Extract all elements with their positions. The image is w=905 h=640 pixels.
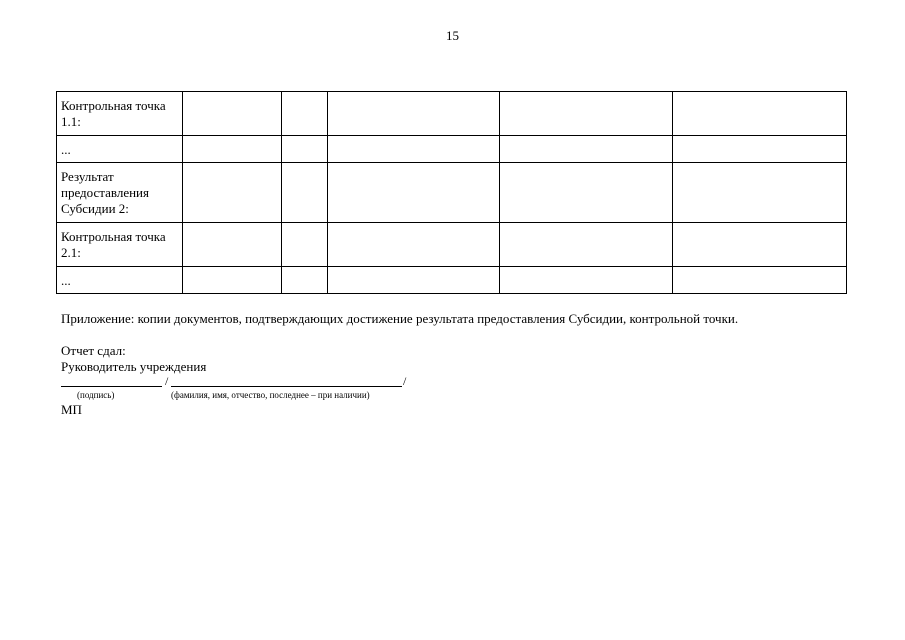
table-cell [183, 223, 282, 267]
attachment-note: Приложение: копии документов, подтверждающих достижение результата предоставления Субсидии, контрольной точки. [61, 311, 739, 326]
table-cell [328, 223, 500, 267]
table-cell [183, 92, 282, 136]
row-label-cell [57, 136, 183, 163]
table-cell [328, 136, 500, 163]
table-cell [500, 92, 673, 136]
table-cell [282, 267, 328, 294]
report-submitted-label: Отчет сдал: [61, 343, 126, 358]
table-cell [500, 267, 673, 294]
table-cell [328, 92, 500, 136]
row-label: Контрольная точка 1.1: [61, 98, 166, 129]
table-cell [282, 92, 328, 136]
separator-slash: / [165, 374, 169, 388]
table-cell [673, 223, 847, 267]
table-cell [500, 136, 673, 163]
row-label: Результат предоставления Субсидии 2: [61, 169, 149, 216]
table-cell [500, 163, 673, 223]
row-label-cell [57, 267, 183, 294]
separator-slash: / [403, 374, 407, 388]
table-cell [282, 136, 328, 163]
table-cell [183, 136, 282, 163]
row-label: ... [61, 142, 71, 157]
table-row [57, 267, 847, 294]
row-label-cell [57, 92, 183, 136]
row-label: ... [61, 273, 71, 288]
table-cell [183, 163, 282, 223]
row-label-cell [57, 223, 183, 267]
table-row [57, 223, 847, 267]
signature-caption: (подпись) [77, 390, 115, 400]
table-row [57, 163, 847, 223]
table-cell [282, 223, 328, 267]
report-table [56, 91, 847, 294]
signature-line [61, 376, 162, 387]
table-row [57, 136, 847, 163]
page-number: 15 [446, 28, 459, 43]
table-cell [183, 267, 282, 294]
table-cell [673, 163, 847, 223]
table-cell [673, 136, 847, 163]
row-label: Контрольная точка 2.1: [61, 229, 166, 260]
stamp-place-label: МП [61, 402, 82, 417]
table-row [57, 92, 847, 136]
table-cell [673, 267, 847, 294]
table-cell [282, 163, 328, 223]
head-of-institution-label: Руководитель учреждения [61, 359, 207, 374]
table-cell [328, 267, 500, 294]
table-cell [500, 223, 673, 267]
table-cell [673, 92, 847, 136]
full-name-caption: (фамилия, имя, отчество, последнее – при наличии) [171, 390, 370, 400]
full-name-line [171, 376, 402, 387]
table-cell [328, 163, 500, 223]
row-label-cell [57, 163, 183, 223]
